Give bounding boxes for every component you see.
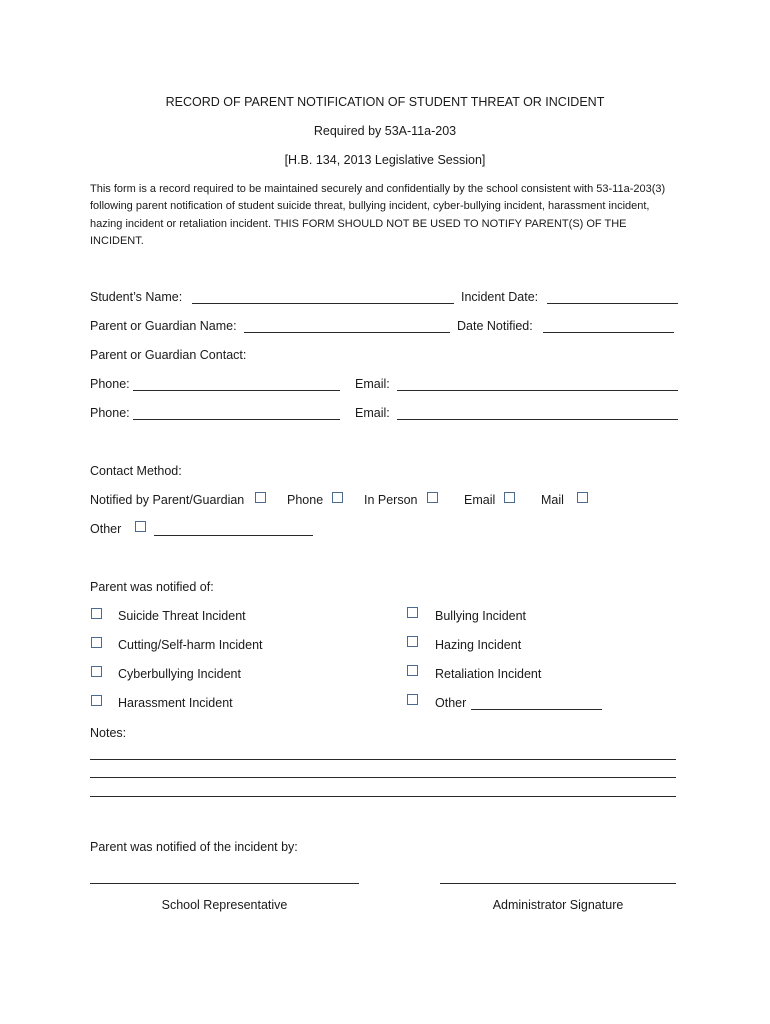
hazing-checkbox[interactable] [407,636,418,647]
notes-label: Notes: [90,726,127,740]
notified-by-heading: Parent was notified of the incident by: [90,840,298,854]
incident-other-checkbox[interactable] [407,694,418,705]
contact-other-field[interactable] [154,535,313,536]
incident-date-label: Incident Date: [461,290,539,304]
statute-reference: Required by 53A-11a-203 [313,124,457,138]
incident-type-label: Other [435,696,467,710]
phone-label-1: Phone: [90,377,130,391]
bullying-checkbox[interactable] [407,607,418,618]
notified-of-heading: Parent was notified of: [90,580,214,594]
phone-field-1[interactable] [133,390,340,391]
email-label-2: Email: [355,406,390,420]
date-notified-field[interactable] [543,332,674,333]
harassment-checkbox[interactable] [91,695,102,706]
incident-type-label: Cutting/Self-harm Incident [118,638,263,652]
guardian-contact-label: Parent or Guardian Contact: [90,348,247,362]
guardian-name-field[interactable] [244,332,450,333]
email-checkbox[interactable] [504,492,515,503]
contact-other-label: Other [90,522,122,536]
incident-date-field[interactable] [547,303,678,304]
contact-option-label: Email [464,493,496,507]
retaliation-checkbox[interactable] [407,665,418,676]
phone-label-2: Phone: [90,406,130,420]
date-notified-label: Date Notified: [457,319,533,333]
in-person-checkbox[interactable] [427,492,438,503]
suicide-threat-checkbox[interactable] [91,608,102,619]
student-name-field[interactable] [192,303,454,304]
notes-line[interactable] [90,796,676,797]
notes-line[interactable] [90,777,676,778]
parent-guardian-checkbox[interactable] [255,492,266,503]
incident-type-label: Cyberbullying Incident [118,667,241,681]
school-representative-label: School Representative [161,898,288,912]
incident-other-field[interactable] [471,709,602,710]
contact-option-label: Notified by Parent/Guardian [90,493,245,507]
intro-paragraph: This form is a record required to be maintained securely and confidentially by the school consistent with 53-11a-203(3) following parent notification of student suicide threat, bullying incident, cyber-bullying incident, harassment incident, hazing incident or retaliation incident. THIS FORM SHOULD NOT BE USED TO NOTIFY PARENT(S) OF THE INCIDENT. [90,183,666,247]
student-name-label: Student’s Name: [90,290,183,304]
session-reference: [H.B. 134, 2013 Legislative Session] [284,153,486,167]
incident-type-label: Harassment Incident [118,696,233,710]
administrator-signature-line[interactable] [440,883,676,884]
contact-option-label: In Person [364,493,418,507]
phone-checkbox[interactable] [332,492,343,503]
email-label-1: Email: [355,377,390,391]
phone-field-2[interactable] [133,419,340,420]
incident-type-label: Suicide Threat Incident [118,609,246,623]
incident-type-label: Retaliation Incident [435,667,542,681]
form-title: RECORD OF PARENT NOTIFICATION OF STUDENT THREAT OR INCIDENT [165,95,605,109]
contact-method-heading: Contact Method: [90,464,182,478]
guardian-name-label: Parent or Guardian Name: [90,319,237,333]
school-representative-line[interactable] [90,883,359,884]
notes-line[interactable] [90,759,676,760]
email-field-1[interactable] [397,390,678,391]
incident-type-label: Bullying Incident [435,609,527,623]
cyberbullying-checkbox[interactable] [91,666,102,677]
contact-other-checkbox[interactable] [135,521,146,532]
self-harm-checkbox[interactable] [91,637,102,648]
contact-option-label: Mail [541,493,564,507]
administrator-signature-label: Administrator Signature [492,898,624,912]
email-field-2[interactable] [397,419,678,420]
contact-option-label: Phone [287,493,324,507]
mail-checkbox[interactable] [577,492,588,503]
incident-type-label: Hazing Incident [435,638,522,652]
